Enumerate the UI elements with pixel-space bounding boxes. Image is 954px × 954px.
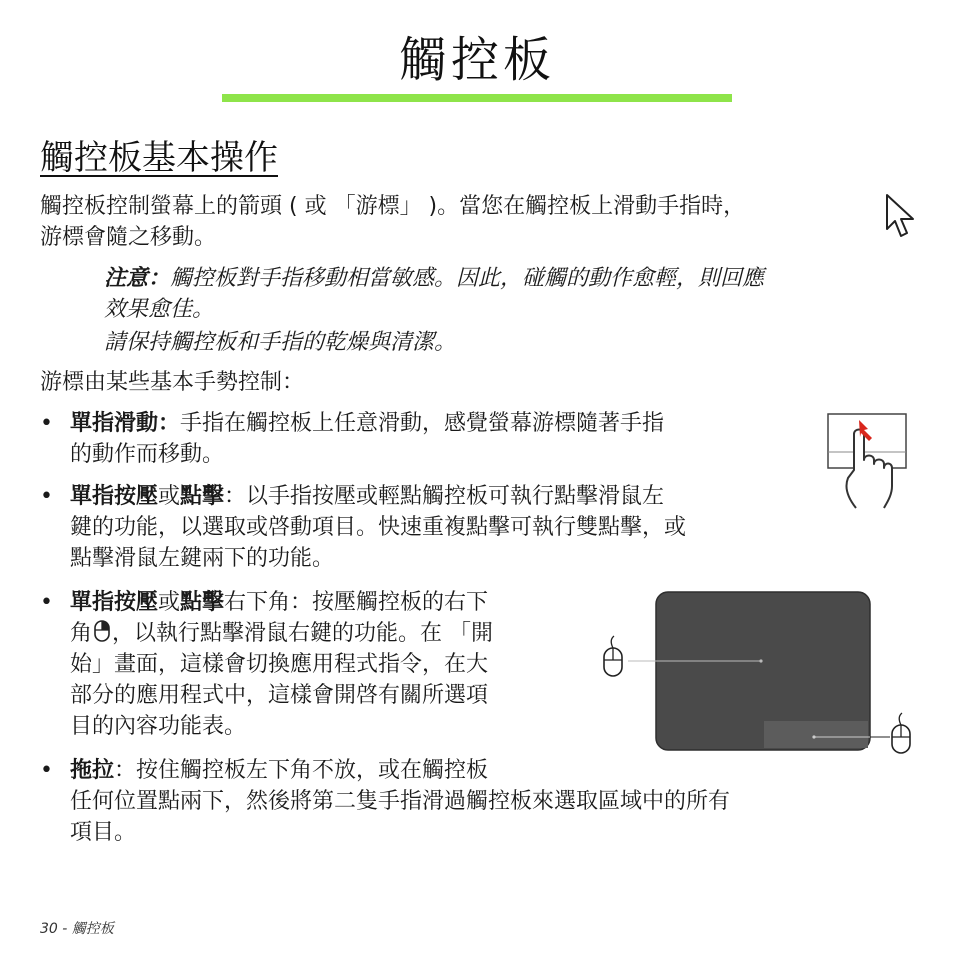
intro-line-1: 觸控板控制螢幕上的箭頭 ( 或 「游標」 )。當您在觸控板上滑動手指時， <box>40 194 746 219</box>
mouse-icon <box>92 618 112 644</box>
bullet-3-term-b: 點擊 <box>180 590 225 615</box>
bullet-1-term: 單指滑動： <box>70 411 181 436</box>
bullet-3-line-1 <box>70 587 488 618</box>
bullet-3-or: 或 <box>158 590 181 615</box>
bullet-2-line-2: 鍵的功能，以選取或啓動項目。快速重複點擊可執行雙點擊，或 <box>70 515 687 540</box>
bullet-3-line-5: 目的內容功能表。 <box>70 714 247 739</box>
bullet-2-term-a: 單指按壓 <box>70 484 159 509</box>
bullet-2-term-b: 點擊 <box>180 484 225 509</box>
title-underline-bar <box>222 94 732 102</box>
note-line-3: 請保持觸控板和手指的乾燥與清潔。 <box>104 330 457 355</box>
bullet-4-line-2: 任何位置點兩下，然後將第二隻手指滑過觸控板來選取區域中的所有 <box>70 789 731 814</box>
bullet-marker: • <box>40 590 53 615</box>
bullet-2-text-1: ：以手指按壓或輕點觸控板可執行點擊滑鼠左 <box>224 484 665 509</box>
note-line-1 <box>104 263 764 294</box>
bullet-1-line-1 <box>70 408 664 439</box>
note-label: 注意： <box>104 266 171 291</box>
bullet-3-line-4: 部分的應用程式中，這樣會開啓有關所選項 <box>70 683 489 708</box>
note-text-1: 觸控板對手指移動相當敏感。因此，碰觸的動作愈輕，則回應 <box>170 266 765 291</box>
bullet-marker: • <box>40 484 53 509</box>
bullet-4-line-1 <box>70 755 488 786</box>
arrow-cursor-icon <box>884 192 918 240</box>
bullet-marker: • <box>40 411 53 436</box>
bullet-2-line-1 <box>70 481 664 512</box>
bullet-3-term-a: 單指按壓 <box>70 590 159 615</box>
gestures-intro: 游標由某些基本手勢控制： <box>40 370 305 395</box>
section-heading: 觸控板基本操作 <box>40 138 278 178</box>
bullet-2-or: 或 <box>158 484 181 509</box>
left-mouse-icon <box>604 636 622 676</box>
bullet-3-text-1: 右下角：按壓觸控板的右下 <box>224 590 489 615</box>
finger-on-touchpad-icon <box>826 412 908 510</box>
bullet-4-text-1: ：按住觸控板左下角不放，或在觸控板 <box>114 758 489 783</box>
bullet-1-line-2: 的動作而移動。 <box>70 442 225 467</box>
bullet-4-term: 拖拉 <box>70 758 115 783</box>
bullet-3-text-2a: 角 <box>70 621 93 646</box>
bullet-2-line-3: 點擊滑鼠左鍵兩下的功能。 <box>70 546 335 571</box>
page-footer: 30 - 觸控板 <box>40 921 114 937</box>
touchpad-illustration <box>598 588 928 764</box>
bullet-3-line-2 <box>70 618 493 649</box>
bullet-3-line-3: 始」畫面，這樣會切換應用程式指令，在大 <box>70 652 489 677</box>
bullet-4-line-3: 項目。 <box>70 820 137 845</box>
bullet-1-text-1: 手指在觸控板上任意滑動，感覺螢幕游標隨著手指 <box>180 411 665 436</box>
intro-line-2: 游標會隨之移動。 <box>40 225 217 250</box>
right-mouse-icon <box>892 713 910 753</box>
page-title: 觸控板 <box>398 32 555 88</box>
note-line-2: 效果愈佳。 <box>104 297 215 322</box>
bullet-marker: • <box>40 758 53 783</box>
bullet-3-text-2b: ，以執行點擊滑鼠右鍵的功能。在 「開 <box>112 621 494 646</box>
